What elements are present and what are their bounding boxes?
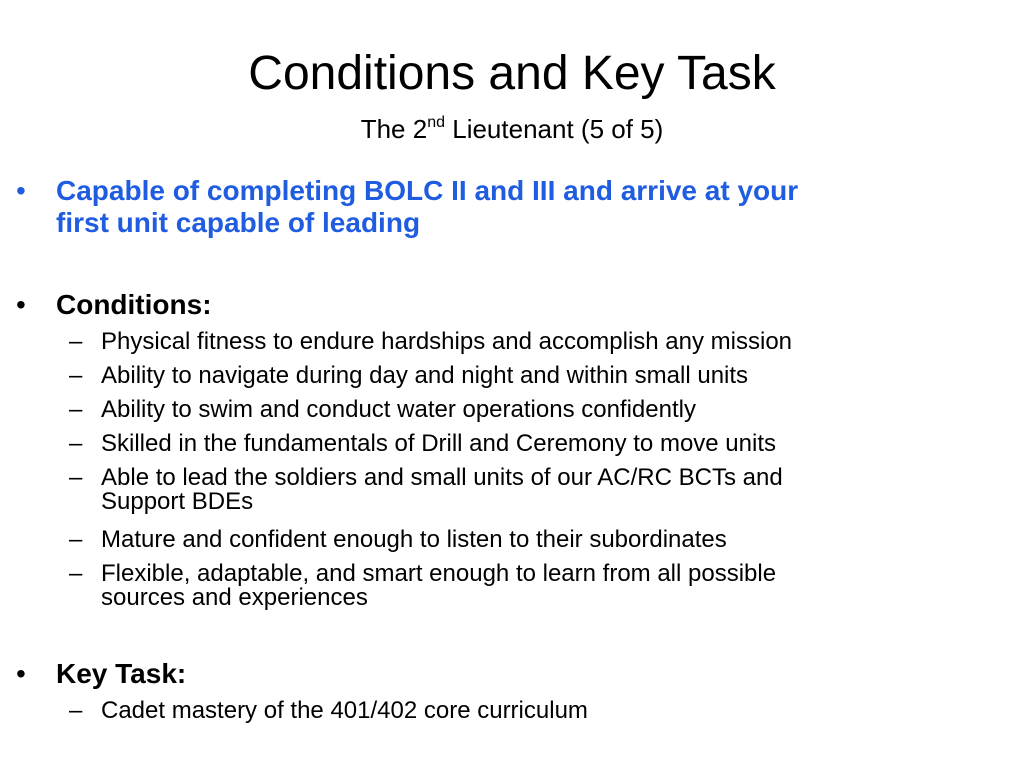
condition-item-text: Skilled in the fundamentals of Drill and Ceremony to move units (101, 430, 776, 457)
bullet-icon: • (16, 175, 26, 206)
dash-icon: – (69, 697, 83, 724)
subtitle-suffix: Lieutenant (5 of 5) (445, 114, 664, 144)
subtitle-prefix: The 2 (360, 114, 428, 144)
slide-title: Conditions and Key Task (248, 47, 776, 100)
slide-subtitle (0, 112, 1024, 146)
dash-icon: – (69, 362, 83, 389)
key-task-item-1 (69, 697, 961, 724)
condition-item-text: Able to lead the soldiers and small units of our AC/RC BCTs and (101, 464, 783, 491)
condition-item-text: Flexible, adaptable, and smart enough to learn from all possible (101, 560, 777, 587)
condition-item-3 (69, 396, 961, 423)
condition-item-text: Mature and confident enough to listen to their subordinates (101, 526, 727, 553)
condition-item-text: Ability to navigate during day and night and within small units (101, 362, 749, 389)
condition-item-text: Physical fitness to endure hardships and accomplish any mission (101, 328, 793, 355)
condition-item-1 (69, 328, 961, 355)
dash-icon: – (69, 560, 83, 587)
condition-item-7 (69, 560, 961, 611)
goal-bullet (16, 175, 996, 239)
dash-icon: – (69, 430, 83, 457)
bullet-icon: • (16, 658, 26, 689)
key-task-item-text: Cadet mastery of the 401/402 core curriculum (101, 697, 588, 724)
dash-icon: – (69, 464, 83, 491)
key-task-heading-text: Key Task: (56, 658, 187, 689)
key-task-heading (16, 658, 996, 690)
condition-item-2 (69, 362, 961, 389)
goal-line-2: first unit capable of leading (56, 207, 421, 238)
condition-item-text-cont: Support BDEs (101, 488, 254, 515)
dash-icon: – (69, 526, 83, 553)
subtitle-superscript: nd (427, 114, 446, 131)
condition-item-text-cont: sources and experiences (101, 584, 368, 611)
conditions-heading (16, 289, 996, 321)
dash-icon: – (69, 328, 83, 355)
condition-item-5 (69, 464, 961, 515)
bullet-icon: • (16, 289, 26, 320)
goal-line-1: Capable of completing BOLC II and III and arrive at your (56, 175, 799, 206)
dash-icon: – (69, 396, 83, 423)
condition-item-4 (69, 430, 961, 457)
condition-item-6 (69, 526, 961, 553)
conditions-heading-text: Conditions: (56, 289, 212, 320)
condition-item-text: Ability to swim and conduct water operations confidently (101, 396, 696, 423)
